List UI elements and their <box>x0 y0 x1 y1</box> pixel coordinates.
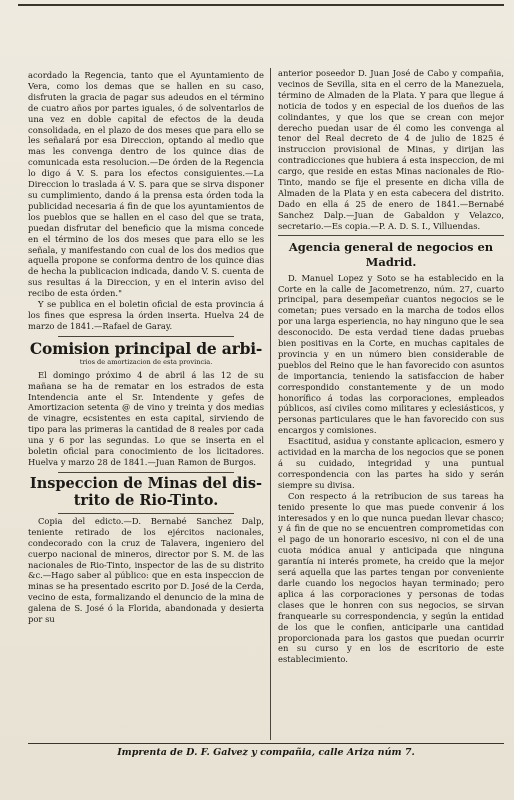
heading-comision: Comision principal de arbi- <box>29 338 263 358</box>
right-paragraph-1: anterior poseedor D. Juan José de Cabo y compañia, vecinos de Sevilla, sita en el cerro de la Manezuela, término de Almaden de la Plata. Y para que llegue á noticia de todos y en especial de los dueños de las colindantes, y que los que se crean con mejor derecho puedan usar de él como les convenga al tenor del Real decreto de 4 de julio de 1825 é instruccion provisional de Minas, y dirijan las contradicciones que hubiera á esta inspeccion, de mi cargo, que reside en estas Minas nacionales de Rio-Tinto, mando se fije el presente en dicha villa de Almaden de la Plata y en esta cabecera del distrito. Dado en ella á 25 de enero de 1841.—Bernabé Sanchez Dalp.—Juan de Gabaldon y Velazco, secretario.—Es copia.—P. A. D. S. I., Villuendas. <box>278 68 504 231</box>
imprint-footer: Imprenta de D. F. Galvez y compañia, calle Ariza núm 7. <box>28 743 504 758</box>
section-rule <box>278 235 504 236</box>
right-paragraph-2: D. Manuel Lopez y Soto se ha establecido en la Corte en la calle de Jacometrenzo, núm. 27, cuarto principal, para desempeñar cuantos negocios se le cometan; pues versado en la marcha de todos ellos por una larga esperiencia, no hay ninguno que le sea desconocido. De esta verdad tiene dadas pruebas bien positivas en la Corte, en muchas capitales de provincia y en un número bien considerable de pueblos del Reino que le han favorecido con asuntos de importancia, teniendo la satisfaccion de haber correspondido constantemente y de un modo honorífico á todas las corporaciones, empleados públicos, así civiles como militares y eclesiásticos, y personas particulares que le han favorecido con sus encargos y comisiones. <box>278 272 504 436</box>
right-column <box>278 68 504 744</box>
section-rule <box>58 513 234 514</box>
right-paragraph-3: Esactitud, asidua y constante aplicacion, esmero y actividad en la marcha de los negocios que se ponen á su cuidado, integridad y una puntual correspondencia con las partes ha sido y serán siempre su divisa. <box>278 436 504 490</box>
top-rule <box>18 4 504 6</box>
heading-agencia: Agencia general de negocios en Madrid. <box>288 239 494 269</box>
subheading-comision: trios de amortizacion de esta provincia. <box>79 357 213 366</box>
left-paragraph-1: acordado la Regencia, tanto que el Ayuntamiento de Vera, como los demas que se hallen en su caso, disfruten la gracia de pagar sus adeudos en el término de cuatro años por partes iguales, ó de solventarlos de una vez en doble capital de efectos de la deuda consolidada, en el plazo de dos meses que para ello se les señalará por esa Direccion, optando al medio que mas les convenga dentro de los quince dias de comunicada esta resolucion.—De órden de la Regencia lo digo á V. S. para los efectos consiguientes.—La Direccion lo traslada á V. S. para que se sirva disponer su cumplimiento, dando á la prensa esta órden toda la publicidad necesaria á fin de que los ayuntamientos de los pueblos que se hallen en el caso del que se trata, puedan disfrutar del beneficio que la misma concede en el término de los dos meses que para ello se les señala, y manifestando con cual de los dos medios que aquella propone se conforma dentro de los quince dias de hecha la publicacion indicada, dando V. S. cuenta de sus resultas á la Direccion, y en el interin aviso del recibo de esta órden." <box>28 70 264 299</box>
heading-inspeccion-line2: trito de Rio-Tinto. <box>73 491 219 509</box>
section-rule <box>58 472 234 473</box>
heading-inspeccion-line1: Inspeccion de Minas del dis- <box>29 474 263 492</box>
section-rule <box>58 336 234 337</box>
left-column <box>28 70 264 744</box>
left-paragraph-3: El domingo próximo 4 de abril á las 12 de su mañana se ha de rematar en los estrados de esta Intendencia ante el Sr. Intendente y gefes de Amortizacion setenta @ de vino y treinta y dos medias de vinagre, ecsistentes en esta capital, sirviendo de tipo para las primeras la cantidad de 8 reales por cada una y 6 por las segundas. Lo que se inserta en el boletin oficial para conocimiento de los licitadores. Huelva y marzo 28 de 1841.—Juan Ramon de Burgos. <box>28 369 264 467</box>
left-paragraph-4: Copia del edicto.—D. Bernabé Sanchez Dalp, teniente retirado de los ejércitos nacionales, condecorado con la cruz de Talavera, ingeniero del cuerpo nacional de mineros, director por S. M. de las nacionales de Rio-Tinto, inspector de las de su distrito &c.—Hago saber al público: que en esta inspeccion de minas se ha presentado escrito por D. José de la Cerda, vecino de esta, formalizando el denuncio de la mina de galena de S. José ó la Florida, abandonada y desierta por su <box>28 515 264 625</box>
left-paragraph-2: Y se publica en el boletin oficial de esta provincia á los fines que espresa la órden inserta. Huelva 24 de marzo de 1841.—Rafael de Garay. <box>28 299 264 331</box>
right-paragraph-4: Con respecto á la retribucion de sus tareas ha tenido presente lo que mas puede convenir á los interesados y en lo que nunca puedan llevar chasco; y á fin de que no se encuentren comprometidas con el pago de un honorario escesivo, ni con el de una cuota módica anual y anticipada que ninguna garantía ni interés promete, ha creido que la mejor será aquella que las partes tengan por conveniente darle cuando los negocios hayan terminado; pero aplica á las corporaciones y personas de todas clases que le honren con sus negocios, se sirvan franquearle su correspondencia, y según la entidad de los que le confien, anticiparle una cantidad proporcionada para los gastos que puedan ocurrir en su curso y en los de escritorio de este establecimiento. <box>278 490 504 665</box>
column-divider <box>270 68 271 740</box>
